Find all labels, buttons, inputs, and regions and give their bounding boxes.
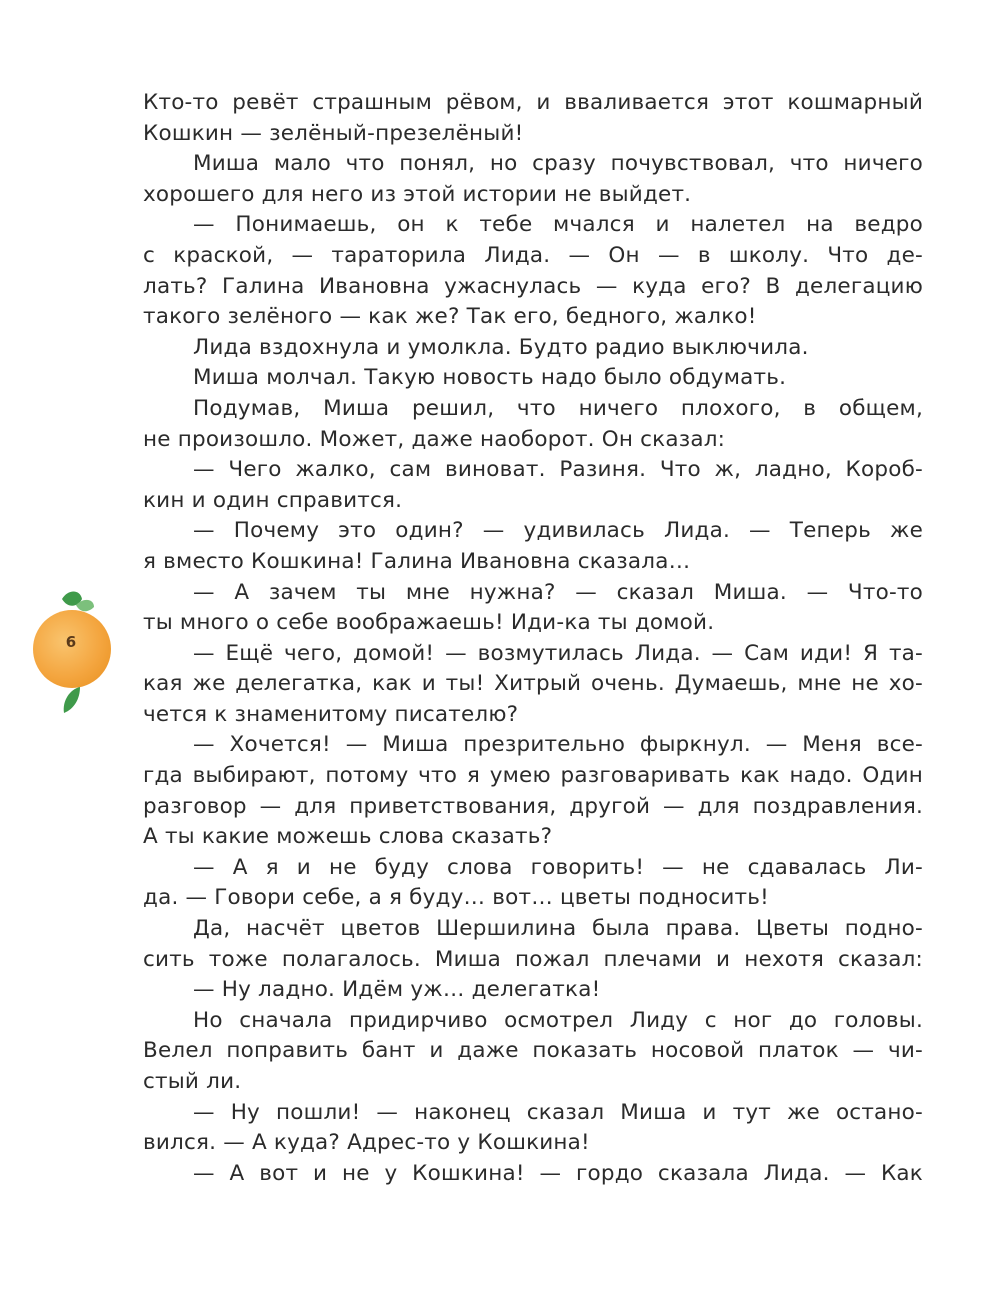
text-line-2: Кошкин — зелёный-презелёный! (143, 120, 524, 146)
text-line-19: — Ещё чего, домой! — возмутилась Лида. — Сам иди! Я та- (193, 640, 923, 666)
text-line-29: сить тоже полагалось. Миша пожал плечами и нехотя сказал: (143, 946, 923, 972)
text-line-21: чется к знаменитому писателю? (143, 701, 519, 727)
story-text (143, 88, 923, 1189)
text-line-34: — Ну пошли! — наконец сказал Миша и тут же остано- (193, 1099, 923, 1125)
text-line-12: не произошло. Может, даже наоборот. Он сказал: (143, 426, 726, 452)
text-line-8: такого зелёного — как же? Так его, бедного, жалко! (143, 304, 757, 330)
text-line-13: — Чего жалко, сам виноват. Разиня. Что ж, ладно, Короб- (193, 457, 923, 483)
text-line-14: кин и один справится. (143, 487, 403, 513)
text-line-30: — Ну ладно. Идём уж… делегатка! (193, 977, 601, 1003)
text-line-7: лать? Галина Ивановна ужаснулась — куда его? В делегацию (143, 273, 923, 299)
text-line-20: кая же делегатка, как и ты! Хитрый очень. Думаешь, мне не хо- (143, 671, 923, 697)
text-line-9: Лида вздохнула и умолкла. Будто радио выключила. (193, 334, 809, 360)
page-number-marker (28, 585, 128, 715)
text-line-16: я вместо Кошкина! Галина Ивановна сказала… (143, 548, 691, 574)
text-line-15: — Почему это один? — удивилась Лида. — Теперь же (193, 518, 923, 544)
text-line-1: Кто-то ревёт страшным рёвом, и вваливается этот кошмарный (143, 90, 923, 115)
text-line-31: Но сначала придирчиво осмотрел Лиду с ног до головы. (193, 1007, 923, 1033)
text-line-36: — А вот и не у Кошкина! — гордо сказала Лида. — Как (193, 1160, 923, 1186)
text-line-10: Миша молчал. Такую новость надо было обдумать. (193, 365, 787, 391)
text-line-22: — Хочется! — Миша презрительно фыркнул. — Меня все- (193, 732, 923, 758)
text-line-17: — А зачем ты мне нужна? — сказал Миша. — Что-то (193, 579, 923, 605)
text-line-26: — А я и не буду слова говорить! — не сдавалась Ли- (193, 854, 923, 880)
text-line-32: Велел поправить бант и даже показать носовой платок — чи- (143, 1038, 923, 1064)
text-line-5: — Понимаешь, он к тебе мчался и налетел на ведро (193, 212, 923, 238)
text-line-33: стый ли. (143, 1069, 242, 1094)
text-line-23: гда выбирают, потому что я умею разговаривать как надо. Один (143, 763, 923, 789)
text-line-3: Миша мало что понял, но сразу почувствовал, что ничего (193, 151, 923, 177)
text-line-28: Да, насчёт цветов Шершилина была права. Цветы подно- (193, 916, 923, 942)
text-line-4: хорошего для него из этой истории не выйдет. (143, 181, 692, 207)
page-number: 6 (65, 633, 77, 651)
text-line-35: вился. — А куда? Адрес-то у Кошкина! (143, 1130, 590, 1156)
text-line-6: с краской, — тараторила Лида. — Он — в школу. Что де- (143, 242, 923, 268)
text-line-25: А ты какие можешь слова сказать? (143, 824, 553, 850)
leaf-bottom-icon (64, 687, 80, 713)
text-line-11: Подумав, Миша решил, что ничего плохого, в общем, (193, 395, 923, 421)
text-line-27: да. — Говори себе, а я буду… вот… цветы подносить! (143, 885, 769, 911)
text-line-18: ты много о себе воображаешь! Иди-ка ты домой. (143, 610, 715, 636)
text-line-24: разговор — для приветствования, другой — для поздравления. (143, 793, 923, 819)
